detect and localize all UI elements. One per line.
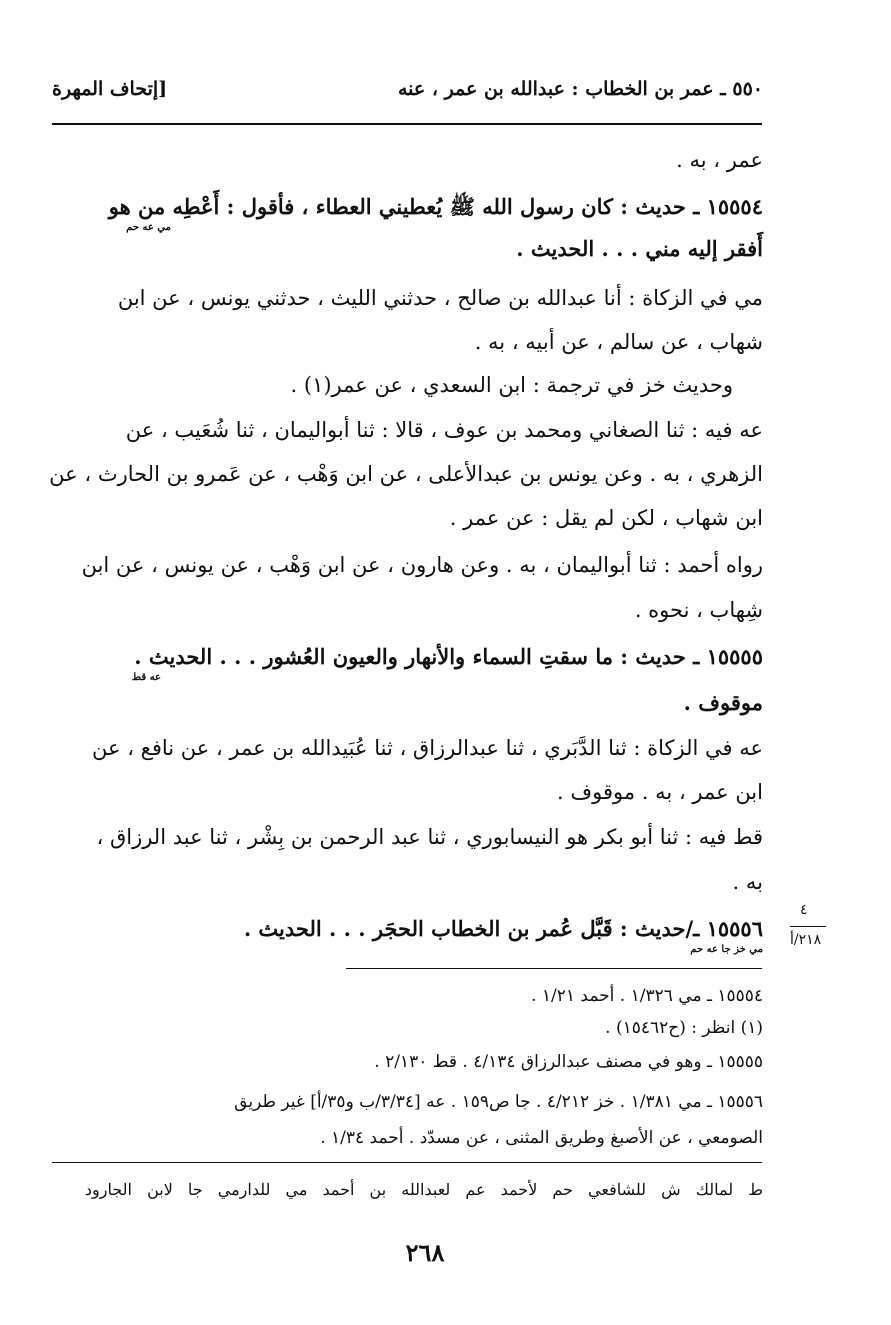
hadith-heading-15555-cont: موقوف . bbox=[683, 690, 763, 715]
text-line-9: الزهري ، به . وعن يونس بن عبدالأعلى ، عن ابن وَهْب ، عن عَمرو بن الحارث ، عن bbox=[49, 462, 763, 486]
header-rule bbox=[52, 123, 762, 125]
text-line-7: وحديث خز في ترجمة : ابن السعدي ، عن عمر(١) . bbox=[290, 373, 733, 397]
margin-note-rule bbox=[790, 926, 826, 927]
footnote-5: الصومعي ، عن الأصبغ وطريق المثنى ، عن مسدّد . أحمد ١/٣٤ . bbox=[320, 1128, 763, 1148]
margin-note-bottom: ٢١٨/أ bbox=[790, 932, 822, 948]
text-line-10: ابن شهاب ، لكن لم يقل : عن عمر . bbox=[449, 506, 763, 530]
hadith-heading-15556: ١٥٥٥٦ ـ/حديث : قَبَّل عُمر بن الخطاب الحجَر . . . الحديث . bbox=[243, 916, 763, 941]
text-line-11: رواه أحمد : ثنا أبواليمان ، به . وعن هارون ، عن ابن وَهْب ، عن يونس ، عن ابن bbox=[81, 553, 763, 577]
text-line-19: به . bbox=[732, 870, 763, 894]
text-line-5: مي في الزكاة : أنا عبدالله بن صالح ، حدثني الليث ، حدثني يونس ، عن ابن bbox=[117, 286, 763, 310]
footnote-4: ١٥٥٥٦ ـ مي ١/٣٨١ . خز ٤/٢١٢ . جا ص١٥٩ . عه [٣/٣٤/ب و٣٥/أ] غير طريق bbox=[234, 1092, 763, 1112]
source-abbrev-15555: عه قط bbox=[131, 672, 161, 683]
text-line-17: ابن عمر ، به . موقوف . bbox=[557, 780, 763, 804]
text-line-1: عمر ، به . bbox=[676, 148, 763, 172]
running-header-title: ٥٥٠ ـ عمر بن الخطاب : عبدالله بن عمر ، عنه bbox=[397, 78, 763, 100]
page-number: ٢٦٨ bbox=[405, 1238, 445, 1267]
margin-note-top: ٤ bbox=[800, 902, 808, 918]
text-line-6: شهاب ، عن سالم ، عن أبيه ، به . bbox=[474, 330, 763, 354]
hadith-heading-15554-cont: أَفقر إليه مني . . . الحديث . bbox=[516, 236, 763, 261]
source-abbrev-15554: مي عه حم bbox=[126, 222, 171, 233]
footnote-rule bbox=[346, 968, 762, 969]
footnote-3: ١٥٥٥٥ ـ وهو في مصنف عبدالرزاق ٤/١٣٤ . قط ٢/١٣٠ . bbox=[374, 1052, 763, 1072]
footnote-2: (١) انظر : (ح١٥٤٦٢) . bbox=[605, 1018, 763, 1038]
legend-rule bbox=[52, 1162, 762, 1163]
hadith-heading-15555: ١٥٥٥٥ ـ حديث : ما سقتِ السماء والأنهار والعيون العُشور . . . الحديث . bbox=[134, 644, 763, 669]
text-line-12: شِهاب ، نحوه . bbox=[634, 598, 763, 622]
text-line-8: عه فيه : ثنا الصغاني ومحمد بن عوف ، قالا : ثنا أبواليمان ، ثنا شُعَيب ، عن bbox=[125, 418, 763, 442]
text-line-16: عه في الزكاة : ثنا الدَّبَري ، ثنا عبدالرزاق ، ثنا عُبَيدالله بن عمر ، عن نافع ، عن bbox=[92, 736, 763, 760]
abbreviation-legend: ط لمالك ش للشافعي حم لأحمد عم لعبدالله بن أحمد مي للدارمي جا لابن الجارود bbox=[84, 1180, 763, 1199]
text-line-18: قط فيه : ثنا أبو بكر هو النيسابوري ، ثنا عبد الرحمن بن بِشْر ، ثنا عبد الرزاق ، bbox=[96, 825, 763, 849]
hadith-heading-15554: ١٥٥٥٤ ـ حديث : كان رسول الله ﷺ يُعطيني العطاء ، فأقول : أَعْطِه من هو bbox=[108, 194, 763, 219]
footnote-1: ١٥٥٥٤ ـ مي ١/٣٢٦ . أحمد ١/٢١ . bbox=[531, 986, 763, 1006]
source-abbrev-15556: مي خز جا عه حم bbox=[690, 944, 763, 955]
running-header-book: [إتحاف المهرة bbox=[52, 78, 168, 100]
